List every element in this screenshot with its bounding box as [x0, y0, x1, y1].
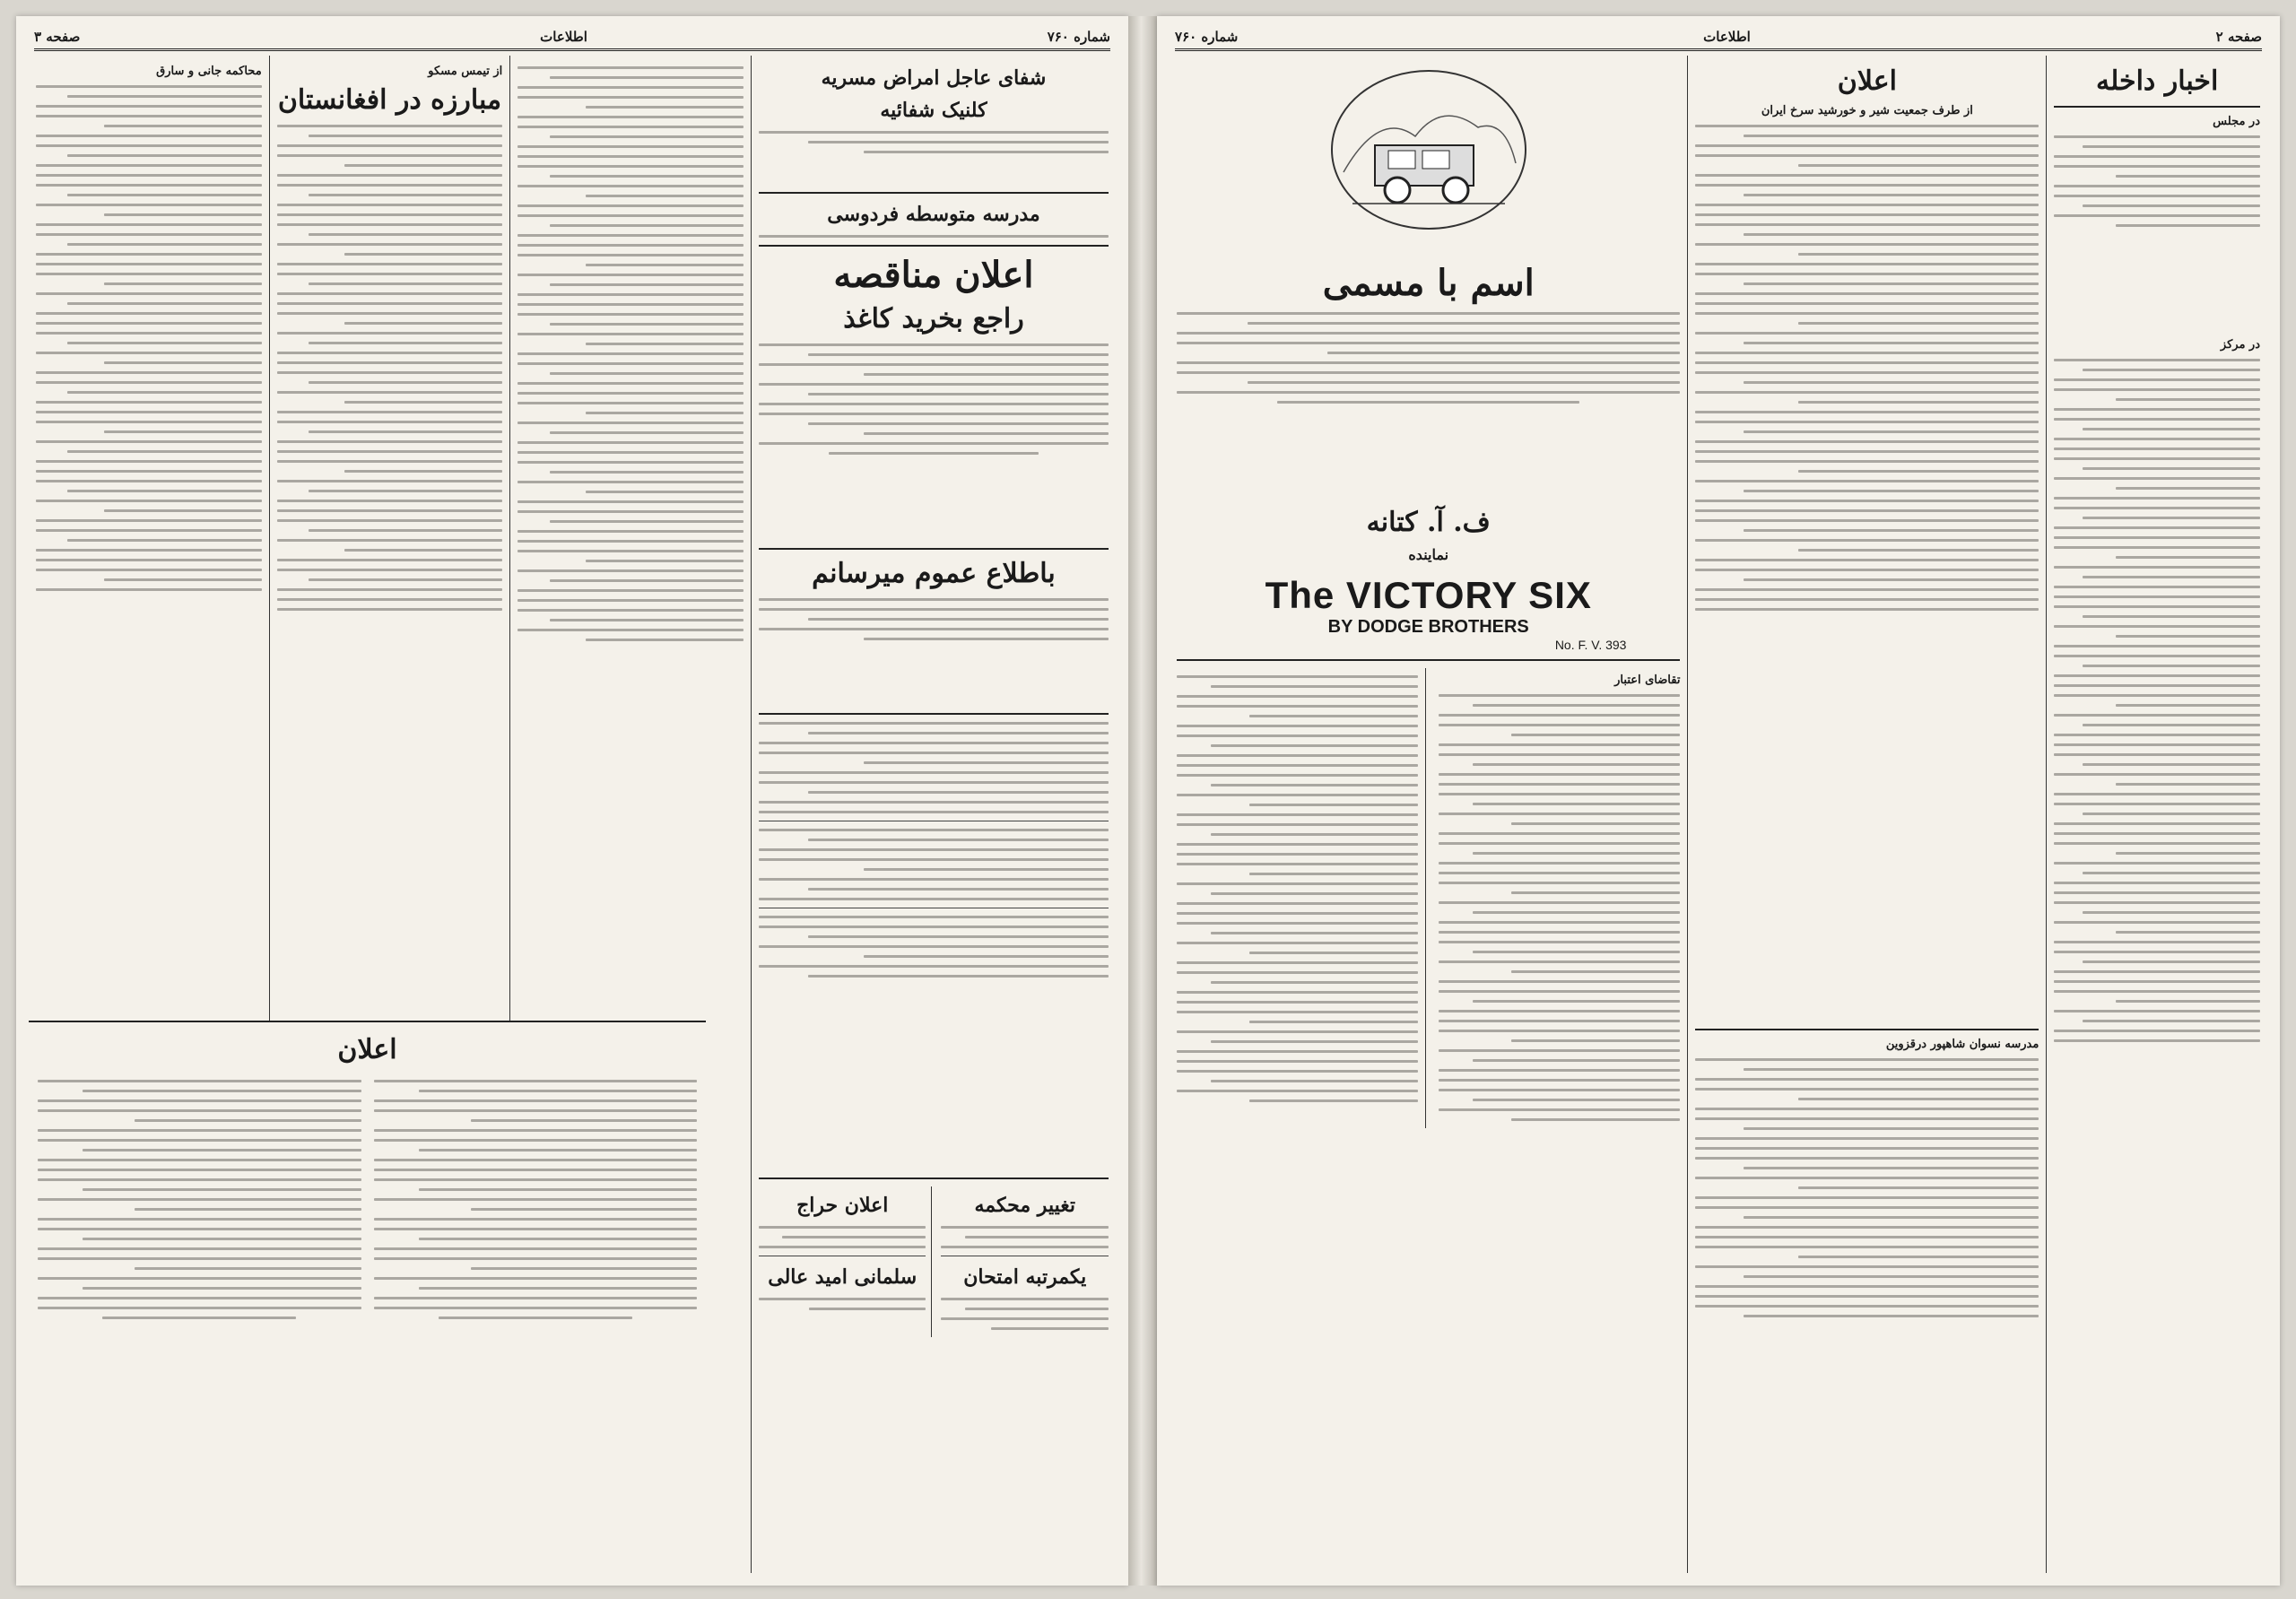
credit-article — [1439, 668, 1680, 1128]
folio-paper-name: اطلاعات — [1703, 29, 1751, 45]
ad-exam-title: یکمرتبه امتحان — [963, 1265, 1087, 1289]
page-three-header — [34, 25, 1110, 51]
red-lion-ilan-column — [1687, 56, 2046, 1573]
school-header: مدرسه نسوان شاهپور درقزوین — [1885, 1038, 2039, 1051]
domestic-news-title: اخبار داخله — [2096, 65, 2219, 97]
dodge-ad-column — [1170, 56, 1687, 1573]
ilan-right-subtitle: از طرف جمعیت شیر و خورشید سرخ ایران — [1761, 104, 1973, 117]
ad-tender-title: اعلان مناقصه — [833, 254, 1034, 296]
ad-school-title: مدرسه متوسطه فردوسی — [827, 203, 1040, 226]
ad-tender-subtitle: راجع بخرید کاغذ — [843, 303, 1024, 335]
folio-paper-name: اطلاعات — [540, 29, 587, 45]
trial-header: محاکمه جانی و سارق — [156, 65, 262, 78]
car-illustration — [1326, 65, 1532, 235]
victory-six-title: The VICTORY SIX — [1265, 574, 1592, 616]
ad-agent-label: نماینده — [1408, 546, 1449, 563]
ilan-right-title: اعلان — [1837, 65, 1897, 97]
ad-name-title: اسم با مسمی — [1322, 262, 1535, 304]
book-gutter — [1128, 16, 1157, 1586]
domestic-news-column — [2046, 56, 2267, 1573]
ad-court-title: تغییر محکمه — [974, 1194, 1075, 1217]
ad-court-box — [941, 1186, 1109, 1337]
domestic-news-sub1: در مجلس — [2213, 115, 2260, 128]
folio-number: شماره ۷۶۰ — [1047, 29, 1110, 45]
ads-column — [751, 56, 1116, 1573]
ad-mesriyeh-clinic: کلنیک شفائیه — [880, 99, 987, 122]
ilan-box-left — [29, 1021, 706, 1573]
victory-six-maker: BY DODGE BROTHERS — [1327, 617, 1529, 637]
afghan-article-title: مبارزه در افغانستان — [277, 84, 502, 116]
ad-auction-title: اعلان حراج — [796, 1194, 889, 1217]
folio-page: صفحه ۲ — [2215, 29, 2262, 45]
agriculture-article — [1177, 668, 1426, 1128]
ad-barber-title: سلمانی امید عالی — [768, 1265, 918, 1289]
domestic-news-sub2: در مرکز — [2220, 338, 2260, 352]
ad-auction-box — [759, 1186, 933, 1337]
victory-six-ad-number: No. F. V. 393 — [1554, 638, 1627, 652]
folio-page: صفحه ۳ — [34, 29, 81, 45]
page-two — [1157, 16, 2280, 1586]
credit-header: تقاضای اعتبار — [1614, 673, 1681, 687]
page-three — [16, 16, 1128, 1586]
folio-number: شماره ۷۶۰ — [1175, 29, 1239, 45]
kabul-dateline: از تیمس مسکو — [428, 65, 503, 78]
victory-six-ad — [1177, 574, 1680, 652]
ilan-left-title: اعلان — [337, 1034, 397, 1065]
ad-notice-title: باطلاع عموم میرسانم — [812, 558, 1056, 589]
ad-mesriyeh-title: شفای عاجل امراض مسریه — [821, 66, 1047, 90]
page-two-header — [1175, 25, 2262, 51]
ad-agent-name: ف. آ. کتانه — [1366, 507, 1491, 538]
